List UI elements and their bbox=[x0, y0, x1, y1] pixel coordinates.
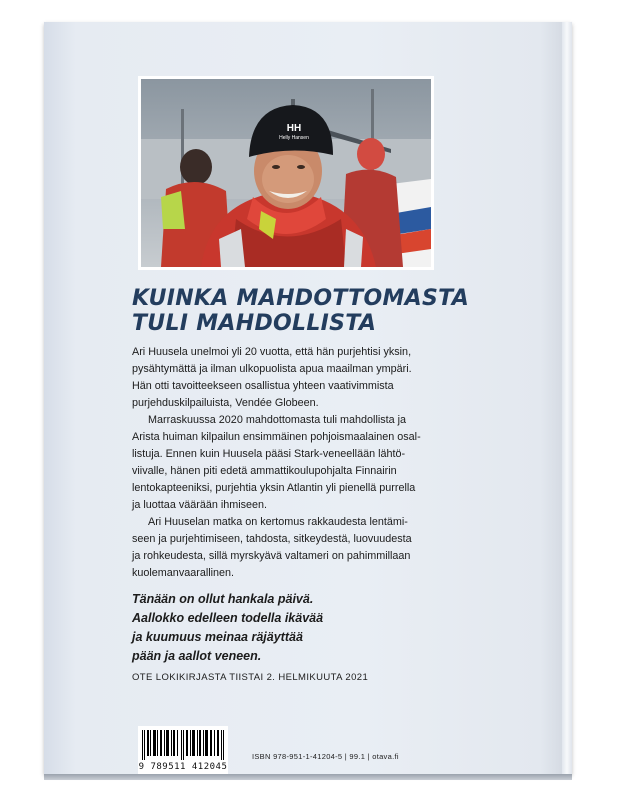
book-blurb-title bbox=[132, 286, 512, 336]
blurb-paragraph-1: Ari Huusela unelmoi yli 20 vuotta, että hän purjehtisi yksin, pysähtymättä ja ilman ulkopuolista apua maailman ympäri. Hän otti tavoitteekseen osallistua yhteen vaativimmista purjehduskilpailuista, Vendée Globeen. bbox=[132, 346, 412, 409]
author-photo bbox=[138, 76, 434, 270]
quote-source: OTE LOKIKIRJASTA TIISTAI 2. HELMIKUUTA 2021 bbox=[132, 672, 369, 683]
isbn-barcode bbox=[138, 726, 228, 774]
author-photo-image bbox=[141, 79, 431, 267]
blurb-paragraph-3: Ari Huuselan matka on kertomus rakkaudesta lentämi- seen ja purjehtimiseen, tahdosta, sitkeydestä, luovuudesta ja rohkeudesta, sillä myrskyävä valtameri on pahimmillaan kuolemanvaarallinen. bbox=[132, 516, 412, 579]
book-bottom-edge bbox=[44, 774, 572, 780]
blurb-body bbox=[132, 344, 522, 582]
isbn-publisher-line: ISBN 978-951-1-41204-5 | 99.1 | otava.fi bbox=[252, 752, 399, 761]
title-line-2: TULI MAHDOLLISTA bbox=[132, 311, 377, 336]
title-line-1: KUINKA MAHDOTTOMASTA bbox=[132, 286, 470, 311]
book-back-cover bbox=[44, 22, 572, 774]
barcode-digits: 9 789511 412045 bbox=[138, 762, 228, 772]
barcode-bars bbox=[142, 730, 224, 760]
book-spine-edge bbox=[562, 22, 572, 774]
blurb-paragraph-2: Marraskuussa 2020 mahdottomasta tuli mahdollista ja Arista huiman kilpailun ensimmäinen pohjoismaalainen osal- listuja. Ennen kuin Huusela pääsi Stark-veneellään lähtö- viivalle, hänen piti edetä ammattikoulupohjalta Finnairin lentokapteeniksi, purjehtia yksin Atlantin yli pienellä purrella ja luottaa väärään ihmiseen. bbox=[132, 414, 421, 511]
beanie-logo: HH bbox=[286, 123, 302, 134]
beanie-logo-subtext: Helly Hansen bbox=[279, 135, 309, 141]
logbook-quote: Tänään on ollut hankala päivä. Aallokko edelleen todella ikävää ja kuumuus meinaa räjäyttää pään ja aallot veneen. bbox=[132, 592, 324, 663]
